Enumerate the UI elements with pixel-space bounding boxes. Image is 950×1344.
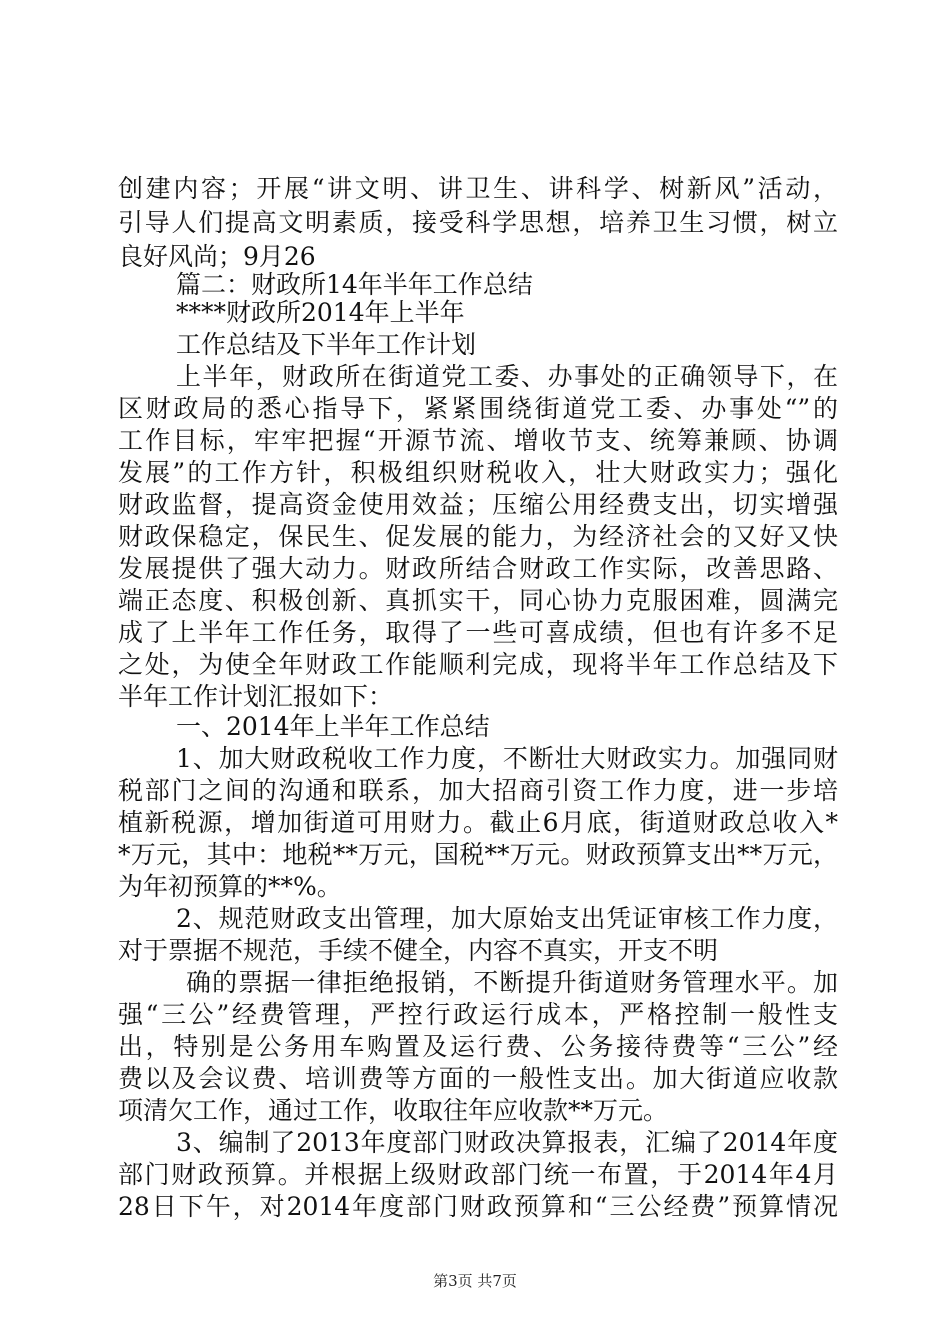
text-line: 植新税源，增加街道可用财力。截止6月底，街道财政总收入* — [118, 808, 838, 837]
page-number-footer: 第3页 共7页 — [433, 1272, 517, 1290]
text-line: 28日下午，对2014年度部门财政预算和“三公经费”预算情况 — [118, 1192, 838, 1221]
text-line: 强“三公”经费管理，严控行政运行成本，严格控制一般性支 — [118, 1000, 838, 1029]
text-line: 费以及会议费、培训费等方面的一般性支出。加大街道应收款 — [118, 1064, 838, 1093]
text-line: 2、规范财政支出管理，加大原始支出凭证审核工作力度， — [176, 904, 838, 933]
text-line: 良好风尚；9月26 — [118, 242, 316, 271]
text-line: 税部门之间的沟通和联系，加大招商引资工作力度，进一步培 — [118, 776, 838, 805]
text-line: 发展提供了强大动力。财政所结合财政工作实际，改善思路、 — [118, 554, 838, 583]
text-line: 创建内容；开展“讲文明、讲卫生、讲科学、树新风”活动， — [118, 174, 838, 203]
document-title-line: ****财政所2014年上半年 — [176, 298, 465, 327]
text-line: 项清欠工作，通过工作，收取往年应收款**万元。 — [118, 1096, 669, 1125]
text-line: 出，特别是公务用车购置及运行费、公务接待费等“三公”经 — [118, 1032, 838, 1061]
text-line: 之处，为使全年财政工作能顺利完成，现将半年工作总结及下 — [118, 650, 838, 679]
text-line: 财政监督，提高资金使用效益；压缩公用经费支出，切实增强 — [118, 490, 838, 519]
text-line: 发展”的工作方针，积极组织财税收入，壮大财政实力；强化 — [118, 458, 838, 487]
text-line: 上半年，财政所在街道党工委、办事处的正确领导下，在 — [176, 362, 838, 391]
text-line: 引导人们提高文明素质，接受科学思想，培养卫生习惯，树立 — [118, 208, 838, 237]
text-line: 对于票据不规范，手续不健全，内容不真实，开支不明 — [118, 936, 719, 965]
text-line: 部门财政预算。并根据上级财政部门统一布置，于2014年4月 — [118, 1160, 838, 1189]
text-line: 区财政局的悉心指导下，紧紧围绕街道党工委、办事处“”的 — [118, 394, 838, 423]
text-line: 确的票据一律拒绝报销，不断提升街道财务管理水平。加 — [186, 968, 838, 997]
text-line: 1、加大财政税收工作力度，不断壮大财政实力。加强同财 — [176, 744, 838, 773]
text-line: *万元，其中：地税**万元，国税**万元。财政预算支出**万元， — [118, 840, 838, 869]
text-line: 3、编制了2013年度部门财政决算报表，汇编了2014年度 — [176, 1128, 838, 1157]
text-line: 成了上半年工作任务，取得了一些可喜成绩，但也有许多不足 — [118, 618, 838, 647]
section-heading: 一、2014年上半年工作总结 — [176, 712, 490, 741]
text-line: 端正态度、积极创新、真抓实干，同心协力克服困难，圆满完 — [118, 586, 838, 615]
text-line: 为年初预算的**%。 — [118, 872, 342, 901]
text-line: 财政保稳定，保民生、促发展的能力，为经济社会的又好又快 — [118, 522, 838, 551]
text-line: 工作目标，牢牢把握“开源节流、增收节支、统筹兼顾、协调 — [118, 426, 838, 455]
document-title-line: 工作总结及下半年工作计划 — [176, 330, 477, 359]
section-heading: 篇二：财政所14年半年工作总结 — [176, 270, 533, 299]
text-line: 半年工作计划汇报如下： — [118, 682, 394, 711]
